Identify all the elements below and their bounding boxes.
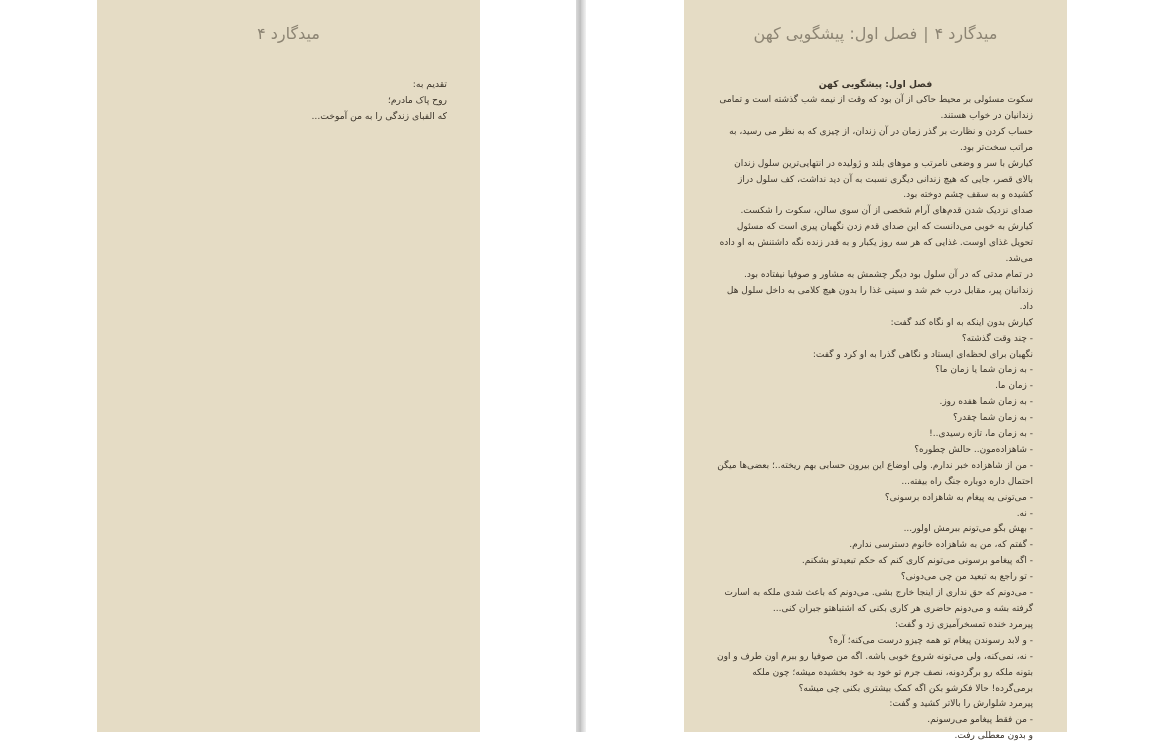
body-paragraph: - به زمان شما یا زمان ما؟ xyxy=(935,365,1033,376)
chapter-body xyxy=(715,93,1033,745)
chapter-header: فصل اول: پیشگویی کهن xyxy=(753,24,918,43)
page-gutter-divider xyxy=(576,0,586,732)
body-paragraph: سکوت مسئولی بر محیط حاکی از آن بود که وقت از نیمه شب گذشته است و تمامی زندانیان در خواب هستند. xyxy=(719,95,1033,121)
body-paragraph: - تو راجع به تبعید من چی می‌دونی؟ xyxy=(900,572,1033,583)
body-paragraph: - من فقط پیغامو می‌رسونم. xyxy=(927,715,1033,726)
body-paragraph: در تمام مدتی که در آن سلول بود دیگر چشمش به مشاور و صوفیا نیفتاده بود. xyxy=(744,269,1033,280)
body-paragraph: - چند وقت گذشته؟ xyxy=(961,333,1033,344)
body-paragraph: - اگه پیغامو برسونی می‌تونم کاری کنم که حکم تبعیدتو بشکنم. xyxy=(801,556,1033,567)
body-paragraph: - به زمان شما چقدر؟ xyxy=(953,413,1033,424)
book-title: میدگارد ۴ xyxy=(934,24,998,43)
dedication-line: که الفبای زندگی را به من آموخت... xyxy=(311,111,447,122)
dedication-line: تقدیم به: xyxy=(412,79,447,90)
body-paragraph: - نه. xyxy=(1016,508,1033,519)
dedication xyxy=(187,77,447,125)
body-paragraph: نگهبان برای لحظه‌ای ایستاد و نگاهی گذرا به او کرد و گفت: xyxy=(812,349,1033,360)
body-paragraph: زندانبان پیر، مقابل درب خم شد و سینی غذا را بدون هیچ کلامی به داخل سلول هل داد. xyxy=(726,285,1033,312)
body-paragraph: - می‌تونی یه پیغام به شاهزاده برسونی؟ xyxy=(884,492,1033,503)
header-separator: | xyxy=(923,24,929,43)
body-paragraph: و بدون معطلی رفت. xyxy=(954,731,1033,742)
body-paragraph: - بهش بگو می‌تونم ببرمش اولور... xyxy=(903,524,1033,535)
body-paragraph: - گفتم که، من به شاهزاده خانوم دسترسی ندارم. xyxy=(849,540,1033,551)
dedication-line: روح پاک مادرم؛ xyxy=(387,95,447,106)
body-paragraph: کیارش به خوبی می‌دانست که این صدای قدم زدن نگهبان پیری است که مسئول تحویل غذای اوست. غذایی که هر سه روز یکبار و به قدر زنده نگه داشتنش به او داده می‌شد. xyxy=(719,222,1033,265)
body-paragraph: - نه، نمی‌کنه، ولی می‌تونه شروع خوبی باشه. اگه من صوفیا رو ببرم اون طرف و اون بتونه ملکه رو برگردونه، نصف جرم تو خود به خود بخشیده میشه؛ چون ملکه برمی‌گرده! حالا فکرشو بکن اگه کمک بیشتری بکنی چی میشه؟ xyxy=(716,651,1033,694)
body-paragraph: صدای نزدیک شدن قدم‌های آرام شخصی از آن سوی سالن، سکوت را شکست. xyxy=(740,206,1033,217)
body-paragraph: کیارش بدون اینکه به او نگاه کند گفت: xyxy=(890,317,1033,328)
body-paragraph: پیرمرد خنده تمسخرآمیزی زد و گفت: xyxy=(895,619,1033,630)
body-paragraph: - می‌دونم که حق نداری از اینجا خارج بشی. می‌دونم که باعث شدی ملکه به اسارت گرفته بشه و می‌دونم حاضری هر کاری بکنی که اشتباهتو جبران کنی... xyxy=(724,588,1033,614)
body-paragraph: - من از شاهزاده خبر ندارم. ولی اوضاع این بیرون حسابی بهم ریخته..؛ بعضی‌ها میگن احتمال داره دوباره جنگ راه بیفته... xyxy=(717,460,1033,487)
right-page xyxy=(684,0,1067,742)
left-page xyxy=(97,0,480,732)
body-paragraph: حساب کردن و نظارت بر گذر زمان در آن زندان، از چیزی که به نظر می رسید، به مراتب سخت‌تر بود. xyxy=(729,126,1033,153)
body-paragraph: پیرمرد شلوارش را بالاتر کشید و گفت: xyxy=(889,699,1033,710)
body-paragraph: - به زمان ما، تازه رسیدی..! xyxy=(929,429,1033,440)
page-header xyxy=(684,24,1067,43)
body-paragraph: - زمان ما. xyxy=(995,381,1033,392)
book-title: میدگارد ۴ xyxy=(257,24,320,43)
body-paragraph: - و لابد رسوندن پیغام تو همه چیزو درست می‌کنه؛ آره؟ xyxy=(828,635,1033,646)
body-paragraph: کیارش با سر و وضعی نامرتب و موهای بلند و ژولیده در انتهایی‌ترین سلول زندان بالای قصر، جایی که هیچ زندانی دیگری نسبت به آن دید نداشت، کف سلول دراز کشیده و به سقف چشم دوخته بود. xyxy=(734,158,1033,201)
chapter-title: فصل اول: پیشگویی کهن xyxy=(818,79,933,90)
body-paragraph: - به زمان شما هفده روز. xyxy=(939,397,1033,408)
page-header xyxy=(97,24,480,43)
body-paragraph: - شاهزاده‌مون.. حالش چطوره؟ xyxy=(914,444,1033,455)
